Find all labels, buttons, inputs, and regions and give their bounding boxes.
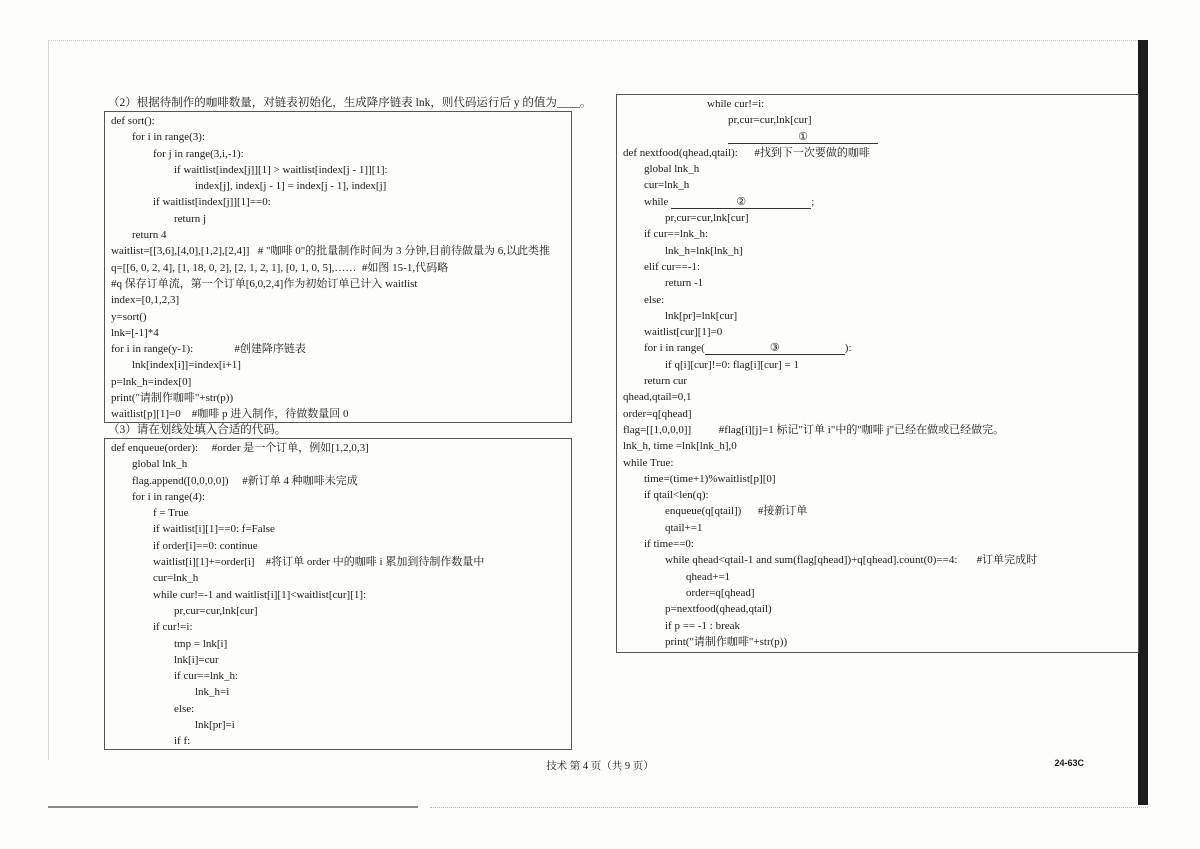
code-line bbox=[623, 96, 1138, 112]
code-text: index[j], index[j - 1] = index[j - 1], index[j] bbox=[195, 180, 387, 193]
code-text: global lnk_h bbox=[132, 458, 188, 471]
code-line bbox=[111, 146, 571, 162]
code-line bbox=[623, 520, 1138, 536]
code-line bbox=[623, 226, 1138, 242]
code-line bbox=[111, 554, 571, 570]
code-line bbox=[623, 569, 1138, 585]
answer-blank[interactable]: ③ bbox=[705, 342, 845, 355]
code-line bbox=[623, 373, 1138, 389]
code-text: pr,cur=cur,lnk[cur] bbox=[174, 604, 258, 617]
code-line bbox=[111, 652, 571, 668]
code-text: qhead,qtail=0,1 bbox=[623, 391, 692, 404]
code-text: q=[[6, 0, 2, 4], [1, 18, 0, 2], [2, 1, 2, 1], [0, 1, 0, 5],…… #如图 15-1,代码略 bbox=[111, 261, 449, 274]
code-text: if cur==lnk_h: bbox=[644, 228, 709, 241]
code-text: flag=[[1,0,0,0]] #flag[i][j]=1 标记"订单 i"中的"咖啡 j"已经在做或已经做完。 bbox=[623, 423, 1005, 436]
code-line bbox=[623, 129, 1138, 145]
code-line bbox=[623, 601, 1138, 617]
code-text: lnk[pr]=i bbox=[195, 719, 235, 732]
code-text: for i in range(y-1): #创建降序链表 bbox=[111, 343, 306, 356]
code-text: order=q[qhead] bbox=[686, 586, 755, 599]
code-line bbox=[623, 618, 1138, 634]
code-text: cur=lnk_h bbox=[153, 572, 199, 585]
code-line bbox=[623, 243, 1138, 259]
scan-right-border bbox=[1138, 40, 1148, 805]
code-line bbox=[111, 276, 571, 292]
code-text: order=q[qhead] bbox=[623, 407, 692, 420]
code-text: if order[i]==0: continue bbox=[153, 539, 258, 552]
code-text: if q[i][cur]!=0: flag[i][cur] = 1 bbox=[665, 358, 799, 371]
code-text: return cur bbox=[644, 375, 688, 388]
code-line bbox=[111, 227, 571, 243]
code-text: for i in range(4): bbox=[132, 490, 205, 503]
code-text: for j in range(3,i,-1): bbox=[153, 147, 244, 160]
code-line bbox=[111, 309, 571, 325]
code-line bbox=[111, 505, 571, 521]
code-text: #q 保存订单流，第一个订单[6,0,2,4]作为初始订单已计入 waitlist bbox=[111, 277, 418, 290]
code-line bbox=[111, 390, 571, 406]
code-text: if waitlist[index[j]][1]==0: bbox=[153, 196, 271, 209]
code-line bbox=[623, 340, 1138, 356]
code-text: for i in range( bbox=[644, 342, 705, 355]
code-line bbox=[111, 489, 571, 505]
code-text: f = True bbox=[153, 507, 189, 520]
code-line bbox=[623, 422, 1138, 438]
code-line bbox=[623, 536, 1138, 552]
code-text: for i in range(3): bbox=[132, 131, 205, 144]
code-text: qtail+=1 bbox=[665, 521, 703, 534]
page-top-edge bbox=[48, 40, 1148, 41]
code-line bbox=[623, 455, 1138, 471]
code-text: print("请制作咖啡"+str(p)) bbox=[665, 635, 788, 648]
code-text: while bbox=[644, 195, 672, 208]
code-text: if cur!=i: bbox=[153, 621, 193, 634]
code-line bbox=[111, 668, 571, 684]
code-line bbox=[111, 341, 571, 357]
nextfood-code-box bbox=[616, 94, 1139, 653]
code-text: lnk[i]=cur bbox=[174, 653, 219, 666]
code-text: flag.append([0,0,0,0]) #新订单 4 种咖啡未完成 bbox=[132, 474, 358, 487]
answer-blank[interactable]: ② bbox=[671, 196, 811, 209]
code-line bbox=[623, 357, 1138, 373]
code-text-after-blank: ): bbox=[844, 342, 852, 355]
code-text: if waitlist[index[j]][1] > waitlist[index[j - 1]][1]: bbox=[174, 163, 388, 176]
code-line bbox=[623, 503, 1138, 519]
question-2-title: （2）根据待制作的咖啡数量，对链表初始化，生成降序链表 lnk，则代码运行后 y 的值为____。 bbox=[108, 97, 592, 109]
code-text: if p == -1 : break bbox=[665, 619, 741, 632]
code-line bbox=[623, 471, 1138, 487]
code-line bbox=[111, 701, 571, 717]
code-line bbox=[111, 113, 571, 129]
code-line bbox=[623, 552, 1138, 568]
code-line bbox=[623, 585, 1138, 601]
code-line bbox=[111, 325, 571, 341]
code-line bbox=[111, 587, 571, 603]
code-line bbox=[111, 374, 571, 390]
code-text: p=lnk_h=index[0] bbox=[111, 375, 192, 388]
code-text: index=[0,1,2,3] bbox=[111, 294, 180, 307]
code-line bbox=[111, 684, 571, 700]
code-line bbox=[623, 324, 1138, 340]
code-line bbox=[111, 194, 571, 210]
code-line bbox=[111, 178, 571, 194]
code-line bbox=[111, 521, 571, 537]
code-text: def enqueue(order): #order 是一个订单，例如[1,2,0,3] bbox=[111, 442, 369, 454]
code-line bbox=[111, 357, 571, 373]
code-line bbox=[623, 145, 1138, 161]
code-text: pr,cur=cur,lnk[cur] bbox=[665, 212, 749, 225]
code-text: if waitlist[i][1]==0: f=False bbox=[153, 523, 275, 536]
code-line bbox=[623, 438, 1138, 454]
code-line bbox=[111, 570, 571, 586]
code-line bbox=[111, 129, 571, 145]
page-bottom-edge-dotted bbox=[430, 807, 1148, 808]
code-line bbox=[111, 260, 571, 276]
code-text-after-blank: ; bbox=[811, 195, 815, 208]
code-text: tmp = lnk[i] bbox=[174, 637, 228, 650]
code-text: time=(time+1)%waitlist[p][0] bbox=[644, 472, 776, 485]
code-line bbox=[111, 538, 571, 554]
code-line bbox=[623, 275, 1138, 291]
code-text: return 4 bbox=[132, 229, 167, 242]
code-line bbox=[623, 292, 1138, 308]
code-text: elif cur==-1: bbox=[644, 260, 701, 273]
code-line bbox=[111, 243, 571, 259]
code-text: qhead+=1 bbox=[686, 570, 731, 583]
code-line bbox=[111, 211, 571, 227]
code-line bbox=[111, 406, 571, 422]
code-text: lnk[index[i]]=index[i+1] bbox=[132, 359, 241, 372]
page-bottom-edge bbox=[48, 806, 418, 808]
page-left-edge bbox=[48, 40, 49, 760]
code-line bbox=[111, 162, 571, 178]
code-line bbox=[623, 177, 1138, 193]
code-text: else: bbox=[174, 702, 195, 715]
code-text: if f: bbox=[174, 735, 191, 748]
code-text: lnk_h=i bbox=[195, 686, 230, 699]
code-text: print("请制作咖啡"+str(p)) bbox=[111, 392, 234, 405]
code-text: lnk_h=lnk[lnk_h] bbox=[665, 244, 743, 257]
code-text: return -1 bbox=[665, 277, 704, 290]
code-text: p=nextfood(qhead,qtail) bbox=[665, 603, 772, 616]
sort-code-box bbox=[104, 111, 572, 423]
code-text: return j bbox=[174, 212, 207, 225]
code-text: if time==0: bbox=[644, 538, 694, 551]
code-text: while True: bbox=[623, 456, 674, 469]
enqueue-code-box bbox=[104, 438, 572, 750]
code-text: while cur!=i: bbox=[707, 98, 765, 110]
code-line bbox=[623, 112, 1138, 128]
code-text: cur=lnk_h bbox=[644, 179, 690, 192]
code-line bbox=[111, 733, 571, 749]
code-line bbox=[111, 603, 571, 619]
code-line bbox=[111, 292, 571, 308]
code-text: enqueue(q[qtail]) #接新订单 bbox=[665, 505, 808, 518]
code-line bbox=[623, 194, 1138, 210]
code-line bbox=[111, 440, 571, 456]
code-text: lnk=[-1]*4 bbox=[111, 326, 159, 339]
page-footer: 技术 第 4 页（共 9 页） bbox=[546, 761, 654, 772]
code-text: waitlist[i][1]+=order[i] #将订单 order 中的咖啡 i 累加到待制作数量中 bbox=[153, 556, 485, 569]
code-line bbox=[111, 473, 571, 489]
code-text: waitlist[p][1]=0 #咖啡 p 进入制作，待做数量回 0 bbox=[111, 408, 349, 421]
code-line bbox=[623, 308, 1138, 324]
code-text: global lnk_h bbox=[644, 163, 700, 176]
paper-code: 24-63C bbox=[1054, 758, 1084, 768]
answer-blank[interactable]: ① bbox=[728, 131, 878, 144]
code-text: waitlist[cur][1]=0 bbox=[644, 326, 723, 339]
question-3-title: （3）请在划线处填入合适的代码。 bbox=[108, 424, 287, 436]
code-text: while cur!=-1 and waitlist[i][1]<waitlist[cur][1]: bbox=[153, 588, 367, 601]
code-line bbox=[111, 619, 571, 635]
code-line bbox=[623, 161, 1138, 177]
code-text: if cur==lnk_h: bbox=[174, 670, 239, 683]
code-line bbox=[623, 389, 1138, 405]
code-text: y=sort() bbox=[111, 310, 147, 323]
code-line bbox=[623, 634, 1138, 650]
code-text: def sort(): bbox=[111, 115, 155, 127]
code-line bbox=[623, 210, 1138, 226]
code-line bbox=[111, 636, 571, 652]
code-line bbox=[623, 487, 1138, 503]
code-line bbox=[623, 406, 1138, 422]
code-text: waitlist=[[3,6],[4,0],[1,2],[2,4]] # "咖啡 0"的批量制作时间为 3 分钟,目前待做量为 6,以此类推 bbox=[111, 245, 550, 258]
code-text: else: bbox=[644, 293, 665, 306]
code-text: while qhead<qtail-1 and sum(flag[qhead])+q[qhead].count(0)==4: #订单完成时 bbox=[665, 554, 1038, 567]
code-line bbox=[623, 259, 1138, 275]
code-text: lnk_h, time =lnk[lnk_h],0 bbox=[623, 440, 737, 453]
code-text: pr,cur=cur,lnk[cur] bbox=[728, 114, 812, 127]
code-line bbox=[111, 456, 571, 472]
code-text: lnk[pr]=lnk[cur] bbox=[665, 309, 738, 322]
code-text: def nextfood(qhead,qtail): #找到下一次要做的咖啡 bbox=[623, 146, 870, 159]
code-line bbox=[111, 717, 571, 733]
code-text: if qtail<len(q): bbox=[644, 489, 709, 502]
